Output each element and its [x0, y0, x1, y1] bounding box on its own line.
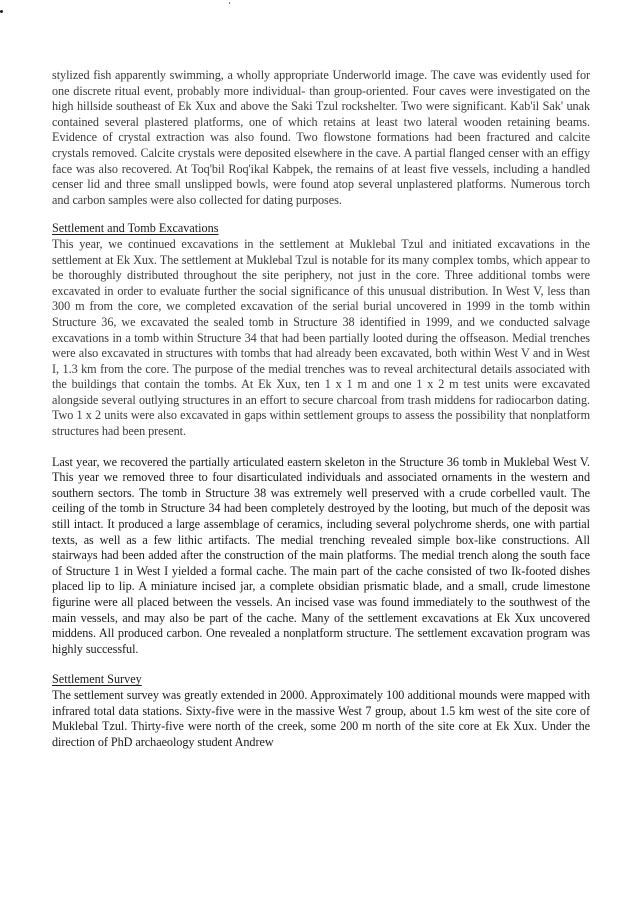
paragraph-excavations-overview: This year, we continued excavations in the settlement at Muklebal Tzul and initiated excavations in the settlement at Ek Xux. The settlement at Muklebal Tzul is notable for its many complex tombs, which appear to be thoroughly distributed throughout the site periphery, not just in the core. Three additional tombs were excavated in order to evaluate further the social significance of this unusual distribution. In West V, less than 300 m from the core, we completed excavation of the serial burial uncovered in 1999 in the tomb within Structure 36, we excavated the sealed tomb in Structure 38 identified in 1999, and we conducted salvage excavations in a tomb within Structure 34 that had been partially looted during the offseason. Medial trenches were also excavated in structures with tombs that had already been excavated, both within West V and in West I, 1.3 km from the core. The purpose of the medial trenches was to reveal architectural details associated with the buildings that contain the tombs. At Ek Xux, ten 1 x 1 m and one 1 x 2 m test units were excavated alongside several outlying structures in an effort to secure charcoal from trash middens for radiocarbon dating. Two 1 x 2 units were also excavated in gaps within settlement groups to assess the possibility that nonplatform structures had been present. [52, 236, 590, 439]
document-page [52, 68, 590, 750]
paragraph-excavation-results: Last year, we recovered the partially articulated eastern skeleton in the Structure 36 tomb in Muklebal West V. This year we removed three to four disarticulated individuals and associated ornaments in the western and southern sectors. The tomb in Structure 38 was extremely well preserved with a crude corbelled vault. The ceiling of the tomb in Structure 34 had been completely destroyed by the looting, but much of the deposit was still intact. It produced a large assemblage of ceramics, including several polychrome sherds, one with partial texts, as well as a few lithic artifacts. The medial trenching revealed simple box-like constructions. All stairways had been added after the construction of the main platforms. The medial trench along the south face of Structure 1 in West I yielded a formal cache. The main part of the cache consisted of two Ik-footed dishes placed lip to lip. A miniature incised jar, a complete obsidian prismatic blade, and a small, crude limestone figurine were all placed between the vessels. An incised vase was found immediately to the southwest of the main vessels, and may also be part of the cache. Many of the settlement excavations at Ek Xux uncovered middens. All produced carbon. One revealed a nonplatform structure. The settlement excavation program was highly successful. [52, 454, 590, 656]
paragraph-settlement-survey: The settlement survey was greatly extended in 2000. Approximately 100 additional mounds were mapped with infrared total data stations. Sixty-five were in the massive West 7 group, about 1.5 km west of the site core of Muklebal Tzul. Thirty-five were north of the creek, some 200 m north of the site core at Ek Xux. Under the direction of PhD archaeology student Andrew [52, 687, 590, 749]
paragraph-cave-investigations: stylized fish apparently swimming, a wholly appropriate Underworld image. The cave was evidently used for one discrete ritual event, probably more individual- than group-oriented. Four caves were investigated on the high hillside southeast of Ek Xux and above the Saki Tzul rockshelter. Two were significant. Kab'il Sak' unak contained several plastered platforms, one of which retains at least two lateral wooden retaining beams. Evidence of crystal extraction was also found. Two flowstone formations had been fractured and calcite crystals removed. Calcite crystals were deposited elsewhere in the cave. A partial flanged censer with an effigy face was also recovered. At Toq'bil Roq'ikal Kabpek, the remains of at least five vessels, including a handled censer lid and three small unslipped bowls, were found atop several unplastered platforms. Numerous torch and carbon samples were also collected for dating purposes. [52, 68, 590, 207]
paragraph-gap [52, 440, 590, 455]
paragraph-gap [52, 208, 590, 221]
scan-tick [229, 2, 230, 4]
heading-settlement-survey: Settlement Survey [52, 672, 142, 687]
scan-speck [0, 10, 3, 13]
heading-settlement-tomb-excavations: Settlement and Tomb Excavations [52, 221, 219, 236]
paragraph-gap [52, 657, 590, 672]
